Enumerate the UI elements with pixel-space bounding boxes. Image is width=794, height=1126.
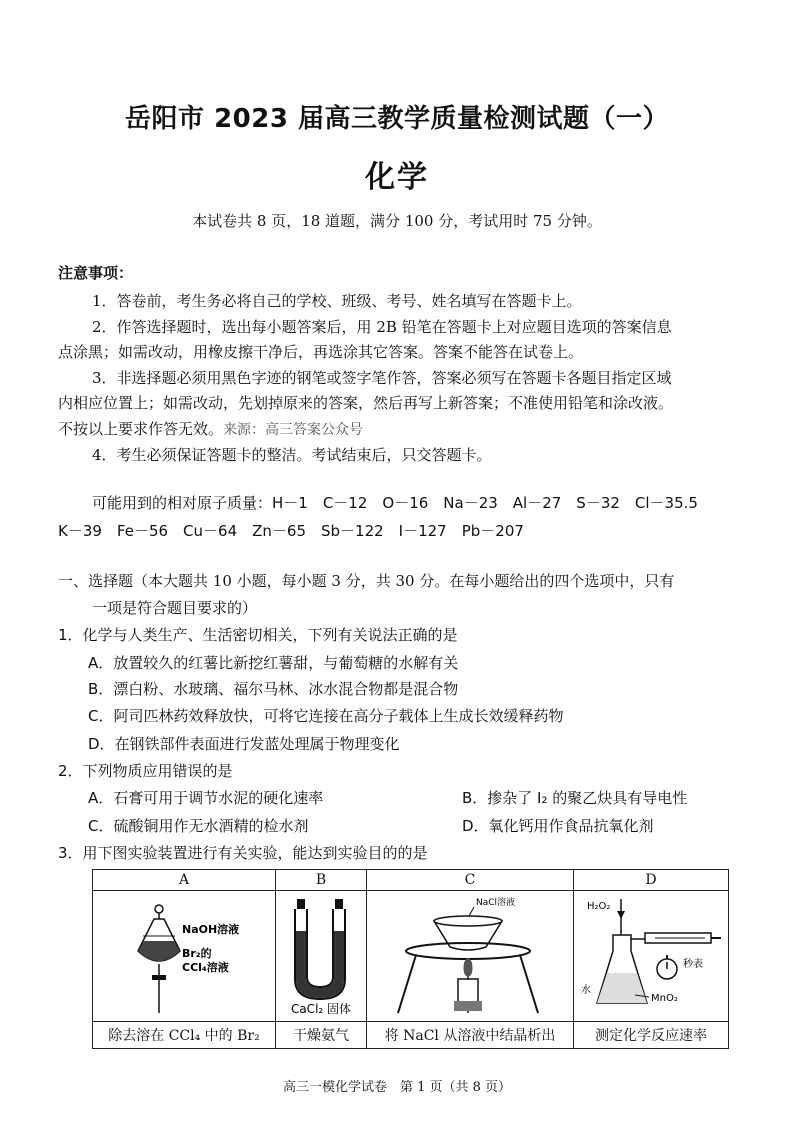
notes-heading: 注意事项： bbox=[58, 264, 134, 282]
col-header-a: A bbox=[93, 870, 276, 891]
q2-option-a: A．石膏可用于调节水泥的硬化速率 bbox=[88, 789, 324, 807]
col-header-b: B bbox=[276, 870, 367, 891]
q2-option-c: C．硫酸铜用作无水酒精的检水剂 bbox=[88, 817, 309, 835]
q1-option-b: B．漂白粉、水玻璃、福尔马林、冰水混合物都是混合物 bbox=[88, 680, 459, 698]
label-cacl2: CaCl₂ 固体 bbox=[290, 1002, 352, 1016]
caption-a: 除去溶在 CCl₄ 中的 Br₂ bbox=[93, 1022, 276, 1049]
note-line-1: 1．答卷前，考生务必将自己的学校、班级、考号、姓名填写在答题卡上。 bbox=[92, 292, 582, 310]
label-nacl-solution: NaCl溶液 bbox=[476, 898, 516, 908]
col-header-d: D bbox=[574, 870, 729, 891]
label-ccl4: CCl₄溶液 bbox=[182, 961, 229, 974]
atomic-mass-line-1: 可能用到的相对原子质量：H－1 C－12 O－16 Na－23 Al－27 S－32 Cl－35.5 bbox=[92, 494, 698, 512]
q2-option-b: B．掺杂了 I₂ 的聚乙炔具有导电性 bbox=[462, 789, 688, 807]
note-line-7: 4．考生必须保证答题卡的整洁。考试结束后，只交答题卡。 bbox=[92, 446, 492, 464]
q2-option-d: D．氧化钙用作食品抗氧化剂 bbox=[462, 817, 654, 835]
evaporating-dish-diagram bbox=[368, 891, 572, 1017]
label-water: 水 bbox=[581, 985, 591, 996]
atomic-mass-line-2: K－39 Fe－56 Cu－64 Zn－65 Sb－122 I－127 Pb－207 bbox=[58, 522, 524, 540]
label-mno2: MnO₂ bbox=[651, 993, 678, 1004]
q1-option-d: D．在钢铁部件表面进行发蓝处理属于物理变化 bbox=[88, 735, 400, 753]
apparatus-b bbox=[276, 891, 367, 1022]
caption-c: 将 NaCl 从溶液中结晶析出 bbox=[367, 1022, 574, 1049]
experiment-table bbox=[92, 869, 729, 1049]
q1-option-a: A．放置较久的红薯比新挖红薯甜，与葡萄糖的水解有关 bbox=[88, 654, 459, 672]
label-h2o2: H₂O₂ bbox=[587, 901, 611, 912]
note-line-4: 3．非选择题必须用黑色字迹的钢笔或签字笔作答，答案必须写在答题卡各题目指定区域 bbox=[92, 369, 672, 387]
note-line-6-text: 不按以上要求作答无效。 bbox=[58, 420, 224, 438]
q1-stem: 1．化学与人类生产、生活密切相关，下列有关说法正确的是 bbox=[58, 626, 458, 644]
q2-stem: 2．下列物质应用错误的是 bbox=[58, 762, 233, 780]
apparatus-d bbox=[574, 891, 729, 1022]
q3-stem: 3．用下图实验装置进行有关实验，能达到实验目的的是 bbox=[58, 844, 428, 862]
label-br2: Br₂的 bbox=[182, 947, 212, 960]
u-tube-diagram bbox=[277, 891, 365, 1017]
caption-b: 干燥氨气 bbox=[276, 1022, 367, 1049]
subject-title: 化学 bbox=[365, 160, 429, 195]
label-stopwatch: 秒表 bbox=[683, 959, 703, 970]
note-line-5: 内相应位置上；如需改动，先划掉原来的答案，然后再写上新答案；不准使用铅笔和涂改液。 bbox=[58, 394, 674, 412]
exam-info: 本试卷共 8 页，18 道题，满分 100 分，考试用时 75 分钟。 bbox=[192, 212, 602, 230]
col-header-c: C bbox=[367, 870, 574, 891]
page-title: 岳阳市 2023 届高三教学质量检测试题（一） bbox=[125, 104, 669, 134]
apparatus-a bbox=[93, 891, 276, 1022]
apparatus-c bbox=[367, 891, 574, 1022]
q1-option-c: C．阿司匹林药效释放快，可将它连接在高分子载体上生成长效缓释药物 bbox=[88, 707, 564, 725]
page-footer: 高三一模化学试卷 第 1 页（共 8 页） bbox=[282, 1080, 512, 1095]
note-line-3: 点涂黑；如需改动，用橡皮擦干净后，再选涂其它答案。答案不能答在试卷上。 bbox=[58, 343, 584, 361]
separatory-funnel-diagram bbox=[94, 891, 274, 1017]
note-line-6 bbox=[58, 418, 363, 439]
watermark-text: 来源：高三答案公众号 bbox=[223, 422, 364, 438]
caption-d: 测定化学反应速率 bbox=[574, 1022, 729, 1049]
section-heading-line-2: 一项是符合题目要求的） bbox=[92, 599, 258, 617]
section-heading-line-1: 一、选择题（本大题共 10 小题，每小题 3 分，共 30 分。在每小题给出的四个选项中，只有 bbox=[58, 572, 675, 590]
note-line-2: 2．作答选择题时，选出每小题答案后，用 2B 铅笔在答题卡上对应题目选项的答案信息 bbox=[92, 318, 672, 336]
reaction-rate-diagram bbox=[575, 891, 727, 1017]
label-naoh: NaOH溶液 bbox=[182, 923, 240, 936]
